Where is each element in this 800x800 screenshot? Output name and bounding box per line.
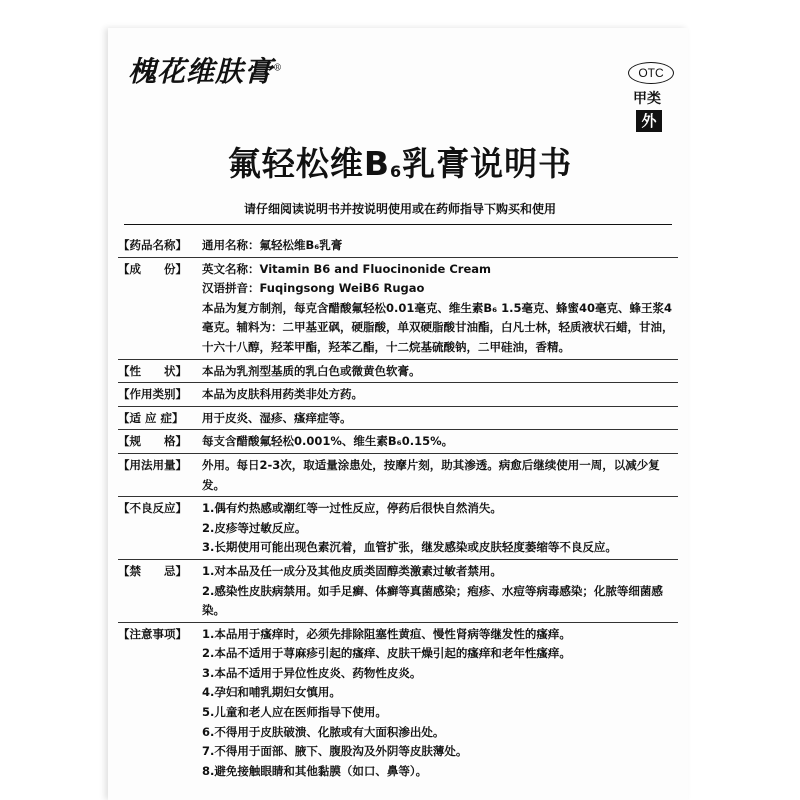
section-body (202, 562, 678, 621)
section-label: 【性 状】 (118, 363, 187, 378)
brand-logo (128, 50, 283, 90)
section-body (202, 385, 678, 405)
section-label: 【禁 忌】 (118, 563, 187, 578)
section-divider (118, 257, 678, 258)
section-line: 本品为乳剂型基质的乳白色或微黄色软膏。 (202, 363, 421, 378)
section-body (202, 499, 678, 558)
section-label: 【规 格】 (118, 434, 187, 449)
section-line: 2.皮疹等过敏反应。 (202, 520, 307, 535)
registered-mark-icon: ® (273, 63, 284, 74)
section-label: 【成 份】 (118, 261, 187, 276)
brand-name: 槐花维肤膏 (128, 55, 274, 88)
section-row (118, 260, 678, 358)
header-divider (124, 224, 672, 225)
section-body (202, 236, 678, 256)
section-divider (118, 359, 678, 360)
page-subtitle: 请仔细阅读说明书并按说明使用或在药师指导下购买和使用 (243, 202, 556, 216)
section-body (202, 625, 678, 782)
section-row (118, 432, 678, 452)
title-main: 氟轻松维B (227, 144, 390, 183)
section-body (202, 456, 678, 495)
section-label: 【不良反应】 (118, 501, 187, 516)
section-line: 6.不得用于皮肤破溃、化脓或有大面积渗出处。 (202, 724, 445, 739)
section-row (118, 625, 678, 782)
section-divider (118, 622, 678, 623)
section-line: 通用名称：氟轻松维B₆乳膏 (202, 238, 343, 252)
otc-badge: OTC (628, 62, 674, 84)
section-row (118, 562, 678, 621)
section-row (118, 499, 678, 558)
section-line: 外用。每日2-3次，取适量涂患处，按摩片刻，助其渗透。病愈后继续使用一周，以减少复发。 (202, 457, 660, 492)
section-label: 【注意事项】 (118, 626, 187, 641)
instructions-body (118, 236, 678, 781)
title-subscript: 6 (390, 162, 403, 181)
section-line: 用于皮炎、湿疹、瘙痒症等。 (202, 410, 352, 425)
section-row (118, 409, 678, 429)
section-line: 每支含醋酸氟轻松0.001%、维生素B₆0.15%。 (202, 434, 454, 449)
section-line: 英文名称：Vitamin B6 and Fluocinonide Cream (202, 261, 492, 276)
section-body (202, 362, 678, 382)
section-divider (118, 382, 678, 383)
section-row (118, 385, 678, 405)
page-title (0, 138, 800, 185)
section-line: 本品为复方制剂，每克含醋酸氟轻松0.01毫克、维生素B₆ 1.5毫克、蜂蜜40毫克、蜂王浆4毫克。辅料为：二甲基亚砜，硬脂酸，单双硬脂酸甘油酯，白凡士林，轻质液状石蜡，甘油，十六十八醇，羟苯甲酯，羟苯乙酯，十二烷基硫酸钠，二甲硅油，香精。 (202, 300, 674, 354)
class-a-label: 甲类 (633, 91, 661, 107)
section-body (202, 432, 678, 452)
section-body (202, 409, 678, 429)
section-line: 5.儿童和老人应在医师指导下使用。 (202, 705, 387, 720)
section-line: 8.避免接触眼睛和其他黏膜（如口、鼻等）。 (202, 763, 428, 778)
section-row (118, 236, 678, 256)
section-divider (118, 429, 678, 430)
title-tail: 乳膏说明书 (402, 144, 573, 183)
section-row (118, 456, 678, 495)
section-divider (118, 453, 678, 454)
section-body (202, 260, 678, 358)
section-line: 本品为皮肤科用药类非处方药。 (202, 387, 363, 402)
section-divider (118, 559, 678, 560)
section-line: 7.不得用于面部、腋下、腹股沟及外阴等皮肤薄处。 (202, 744, 468, 759)
section-label: 【用法用量】 (118, 457, 187, 472)
section-line: 1.偶有灼热感或潮红等一过性反应，停药后很快自然消失。 (202, 501, 502, 516)
section-line: 3.本品不适用于异位性皮炎、药物性皮炎。 (202, 665, 422, 680)
section-divider (118, 496, 678, 497)
section-label: 【作用类别】 (118, 387, 187, 402)
section-line: 4.孕妇和哺乳期妇女慎用。 (202, 685, 341, 700)
section-line: 3.长期使用可能出现色素沉着，血管扩张，继发感染或皮肤轻度萎缩等不良反应。 (202, 540, 617, 555)
section-line: 2.感染性皮肤病禁用。如手足癣、体癣等真菌感染；疱疹、水痘等病毒感染；化脓等细菌感染。 (202, 583, 663, 618)
section-divider (118, 406, 678, 407)
section-row (118, 362, 678, 382)
section-line: 1.本品用于瘙痒时，必须先排除阻塞性黄疸、慢性肾病等继发性的瘙痒。 (202, 626, 571, 641)
section-line: 汉语拼音：Fuqingsong WeiB6 Rugao (202, 281, 425, 296)
section-label: 【适 应 症】 (118, 410, 184, 425)
section-line: 1.对本品及任一成分及其他皮质类固醇类激素过敏者禁用。 (202, 563, 502, 578)
external-use-badge: 外 (636, 110, 662, 132)
section-label: 【药品名称】 (118, 238, 187, 252)
section-line: 2.本品不适用于荨麻疹引起的瘙痒、皮肤干燥引起的瘙痒和老年性瘙痒。 (202, 646, 571, 661)
